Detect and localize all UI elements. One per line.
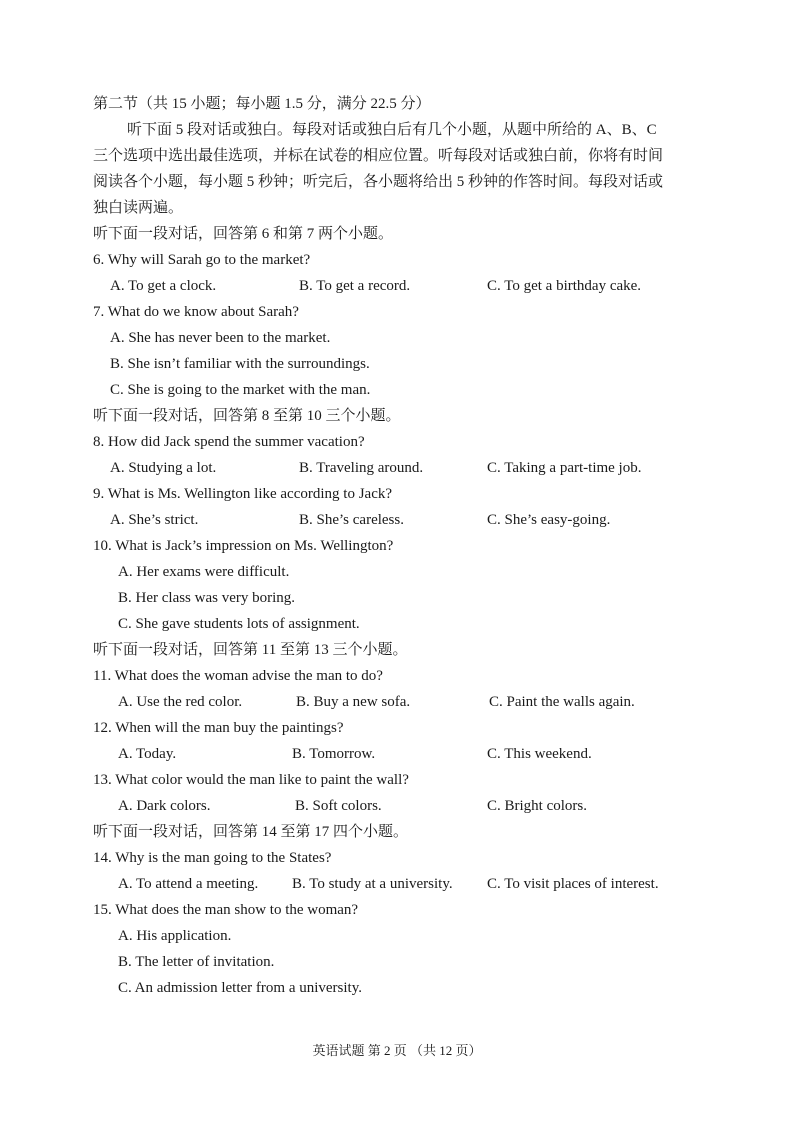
page-footer: 英语试题 第 2 页 （共 12 页） xyxy=(312,1043,482,1058)
option-b: B. Soft colors. xyxy=(295,798,382,814)
question-stem: 8. How did Jack spend the summer vacation? xyxy=(93,434,365,450)
option-b: B. She’s careless. xyxy=(299,512,404,528)
option-a: A. Use the red color. xyxy=(118,694,243,710)
option-c: C. Taking a part-time job. xyxy=(487,460,642,476)
section-title: 第二节（共 15 小题；每小题 1.5 分，满分 22.5 分） xyxy=(93,96,431,112)
option-c: C. To visit places of interest. xyxy=(487,876,659,892)
option-a: A. To attend a meeting. xyxy=(118,876,259,892)
question-stem: 11. What does the woman advise the man to do? xyxy=(93,668,383,684)
option-c: C. She gave students lots of assignment. xyxy=(118,616,360,632)
instruction-line: 听下面 5 段对话或独白。每段对话或独白后有几个小题，从题中所给的 A、B、C xyxy=(127,122,657,138)
option-b: B. To get a record. xyxy=(299,278,411,294)
group-heading: 听下面一段对话，回答第 6 和第 7 两个小题。 xyxy=(93,226,394,242)
option-c: C. To get a birthday cake. xyxy=(487,278,642,294)
option-a: A. His application. xyxy=(118,928,232,944)
option-b: B. Traveling around. xyxy=(299,460,424,476)
option-a: A. She has never been to the market. xyxy=(110,330,331,346)
option-b: B. To study at a university. xyxy=(292,876,453,892)
question-stem: 6. Why will Sarah go to the market? xyxy=(93,252,311,268)
option-a: A. Her exams were difficult. xyxy=(118,564,290,580)
option-c: C. She’s easy-going. xyxy=(487,512,611,528)
instruction-line: 三个选项中选出最佳选项，并标在试卷的相应位置。听每段对话或独白前，你将有时间 xyxy=(93,148,664,164)
instruction-line: 阅读各个小题，每小题 5 秒钟；听完后，各小题将给出 5 秒钟的作答时间。每段对话或 xyxy=(93,174,664,190)
option-b: B. Her class was very boring. xyxy=(118,590,296,606)
question-stem: 12. When will the man buy the paintings? xyxy=(93,720,344,736)
option-a: A. Studying a lot. xyxy=(110,460,217,476)
option-c: C. This weekend. xyxy=(487,746,592,762)
option-b: B. Tomorrow. xyxy=(292,746,376,762)
group-heading: 听下面一段对话，回答第 14 至第 17 四个小题。 xyxy=(93,824,409,840)
option-a: A. She’s strict. xyxy=(110,512,199,528)
option-a: A. To get a clock. xyxy=(110,278,217,294)
question-stem: 13. What color would the man like to paint the wall? xyxy=(93,772,409,788)
group-heading: 听下面一段对话，回答第 8 至第 10 三个小题。 xyxy=(93,408,401,424)
option-b: B. Buy a new sofa. xyxy=(296,694,411,710)
question-stem: 10. What is Jack’s impression on Ms. Wellington? xyxy=(93,538,394,554)
question-stem: 14. Why is the man going to the States? xyxy=(93,850,332,866)
option-a: A. Today. xyxy=(118,746,177,762)
option-b: B. She isn’t familiar with the surroundings. xyxy=(110,356,370,372)
question-stem: 9. What is Ms. Wellington like according to Jack? xyxy=(93,486,393,502)
option-c: C. Bright colors. xyxy=(487,798,587,814)
option-a: A. Dark colors. xyxy=(118,798,211,814)
group-heading: 听下面一段对话，回答第 11 至第 13 三个小题。 xyxy=(93,642,408,658)
option-c: C. An admission letter from a university. xyxy=(118,980,362,996)
question-stem: 7. What do we know about Sarah? xyxy=(93,304,299,320)
option-c: C. She is going to the market with the man. xyxy=(110,382,371,398)
instruction-line: 独白读两遍。 xyxy=(93,200,184,216)
option-b: B. The letter of invitation. xyxy=(118,954,275,970)
question-stem: 15. What does the man show to the woman? xyxy=(93,902,359,918)
option-c: C. Paint the walls again. xyxy=(489,694,635,710)
